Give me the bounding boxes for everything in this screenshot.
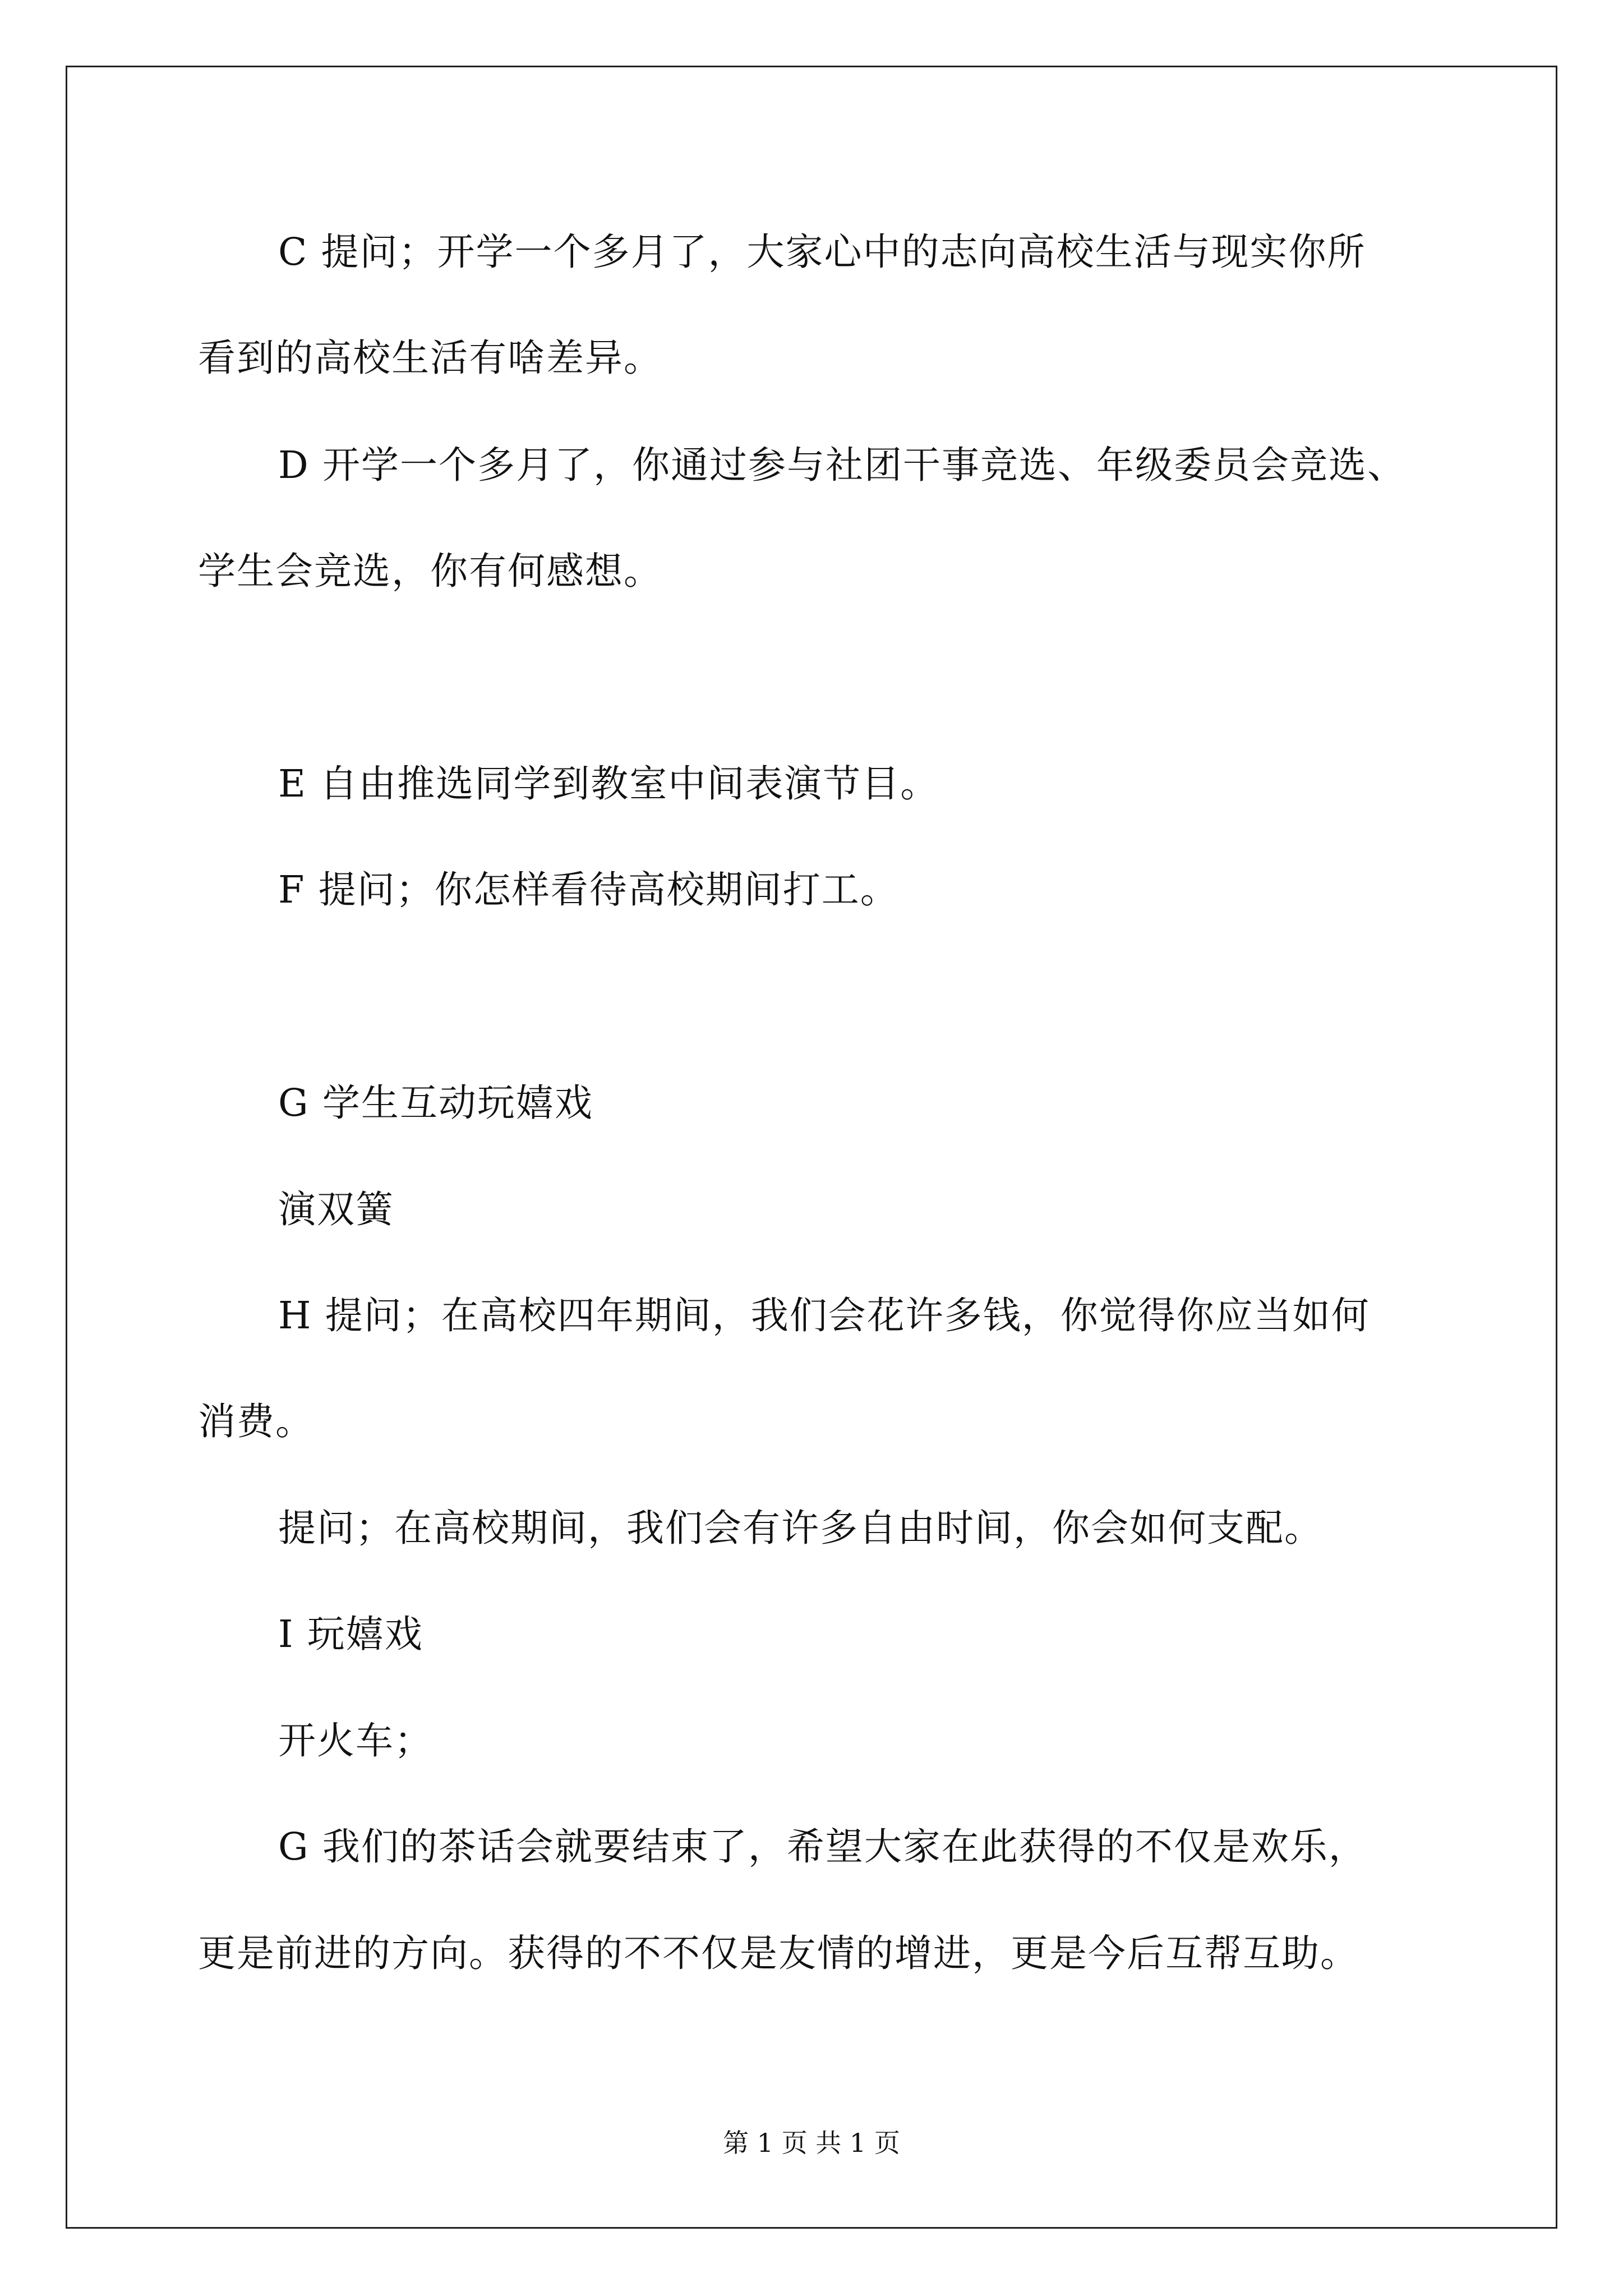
paragraph-c-line-2: 看到的高校生活有啥差异。 bbox=[198, 336, 662, 380]
paragraph-d-line-1: D 开学一个多月了，你通过参与社团干事竞选、年级委员会竞选、 bbox=[278, 443, 1407, 487]
paragraph-h-line-1: H 提问；在高校四年期间，我们会花许多钱，你觉得你应当如何 bbox=[278, 1294, 1370, 1337]
paragraph-i: I 玩嬉戏 bbox=[278, 1612, 423, 1656]
paragraph-free-time: 提问；在高校期间，我们会有许多自由时间，你会如何支配。 bbox=[278, 1506, 1323, 1550]
page-number-footer: 第 1 页 共 1 页 bbox=[723, 2128, 900, 2158]
page-border bbox=[66, 66, 1557, 2229]
paragraph-closing-line-2: 更是前进的方向。获得的不不仅是友情的增进，更是今后互帮互助。 bbox=[198, 1931, 1359, 1975]
paragraph-f: F 提问；你怎样看待高校期间打工。 bbox=[278, 868, 899, 912]
paragraph-g: G 学生互动玩嬉戏 bbox=[278, 1081, 593, 1125]
paragraph-h-line-2: 消费。 bbox=[198, 1400, 314, 1443]
paragraph-d-line-2: 学生会竞选，你有何感想。 bbox=[198, 549, 662, 593]
paragraph-c-line-1: C 提问；开学一个多月了，大家心中的志向高校生活与现实你所 bbox=[278, 230, 1366, 274]
paragraph-train: 开火车； bbox=[278, 1719, 433, 1763]
paragraph-e: E 自由推选同学到教室中间表演节目。 bbox=[278, 762, 939, 806]
paragraph-shuanghuang: 演双簧 bbox=[278, 1188, 394, 1231]
paragraph-closing-line-1: G 我们的茶话会就要结束了，希望大家在此获得的不仅是欢乐， bbox=[278, 1825, 1367, 1869]
